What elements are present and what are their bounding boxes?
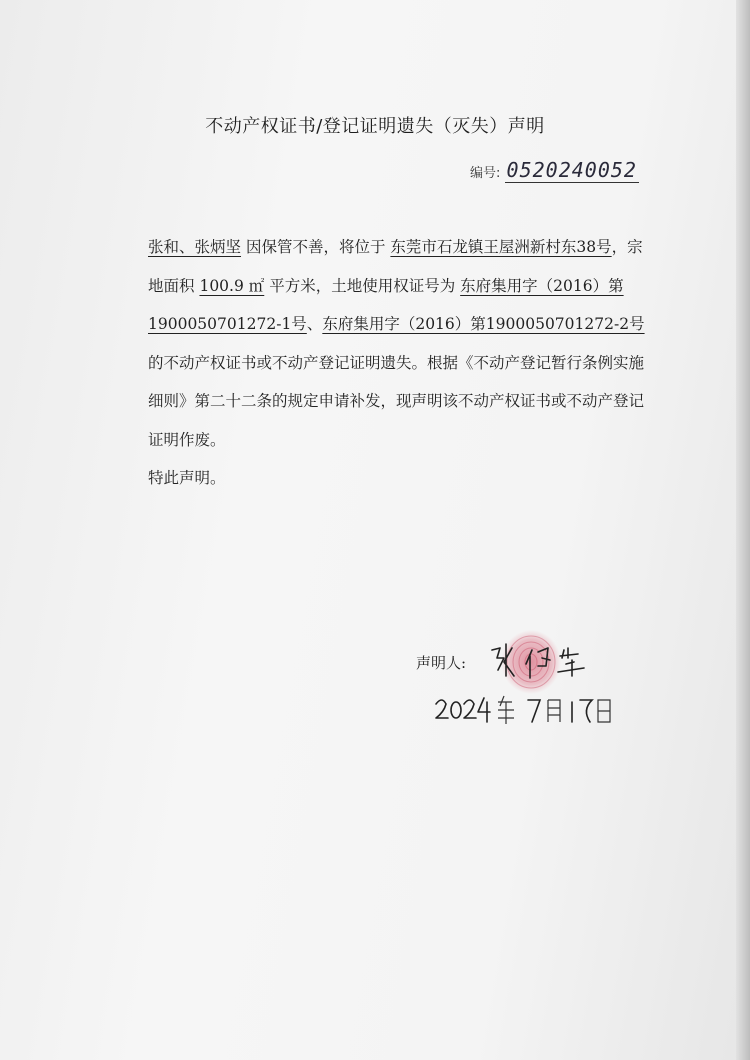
closing-statement: 特此声明。	[148, 469, 226, 487]
declaration-body	[112, 228, 648, 459]
body-text-2: ，宗地面积	[148, 238, 643, 295]
land-area: 100.9 ㎡	[199, 276, 265, 295]
number-label: 编号:	[470, 166, 501, 181]
document-title: 不动产权证书/登记证明遗失（灭失）声明	[205, 116, 545, 137]
handwritten-date	[432, 692, 632, 726]
document-number	[470, 158, 720, 182]
declarant-label: 声明人:	[416, 654, 467, 672]
body-text-4: 、	[306, 315, 323, 333]
number-value: 0520240052	[506, 158, 637, 182]
handwritten-signature	[488, 636, 598, 688]
paper-edge	[736, 0, 750, 1060]
owner-names: 张和、张炳坚	[148, 238, 242, 256]
certificate-number-1: 东府集用字（2016）第1900050701272-1号	[148, 276, 624, 333]
body-text-5: 的不动产权证书或不动产登记证明遗失。根据《不动产登记暂行条例实施细则》第二十二条的规定申请补发，现声明该不动产权证书或不动产登记证明作废。	[148, 353, 645, 449]
body-text-3: 平方米，土地使用权证号为	[269, 276, 456, 295]
body-text-1: 因保管不善，将位于	[245, 238, 386, 256]
certificate-number-2: 东府集用字（2016）第1900050701272-2号	[322, 315, 645, 333]
property-location: 东莞市石龙镇王屋洲新村东38号	[390, 238, 612, 256]
